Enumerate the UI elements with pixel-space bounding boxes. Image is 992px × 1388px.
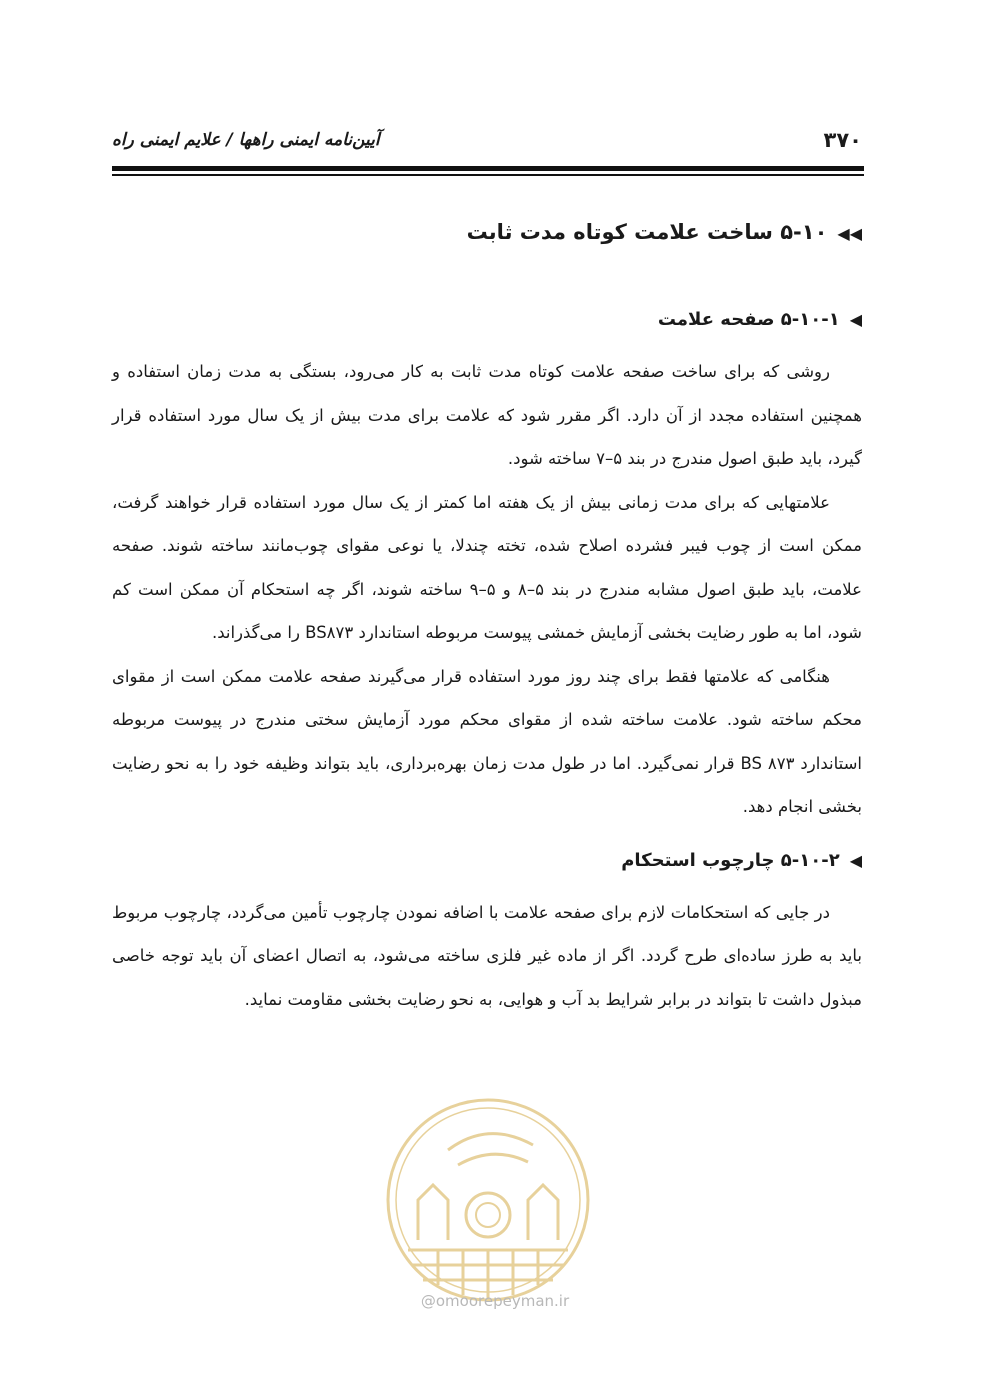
subsection-heading [112, 843, 862, 879]
watermark-url: @omoorepeyman.ir [420, 1292, 570, 1310]
arrow-icon: ◀ [849, 850, 862, 870]
subsection-title: ۵-۱۰-۲ چارچوب استحکام [621, 849, 840, 871]
paragraph: هنگامی که علامتها فقط برای چند روز مورد استفاده قرار می‌گیرند صفحه علامت ممکن است از مقوای محکم ساخته شود. علامت ساخته شده از مقوای محکم مورد آزمایش سختی مندرج در پیوست مربوطه استاندارد BS ۸۷۳ قرار نمی‌گیرد. اما در طول مدت زمان بهره‌برداری، باید بتواند وظیفه خود را به نحو رضایت بخشی انجام دهد. [112, 666, 862, 816]
watermark-logo [378, 1090, 598, 1310]
subsection-heading [112, 302, 862, 338]
subsection-2 [112, 843, 862, 1022]
running-title: آیین‌نامه ایمنی راهها / علایم ایمنی راه [112, 130, 380, 150]
section-title: ۵-۱۰ ساخت علامت کوتاه مدت ثابت [466, 220, 828, 244]
paragraph: در جایی که استحکامات لازم برای صفحه علامت با اضافه نمودن چارچوب تأمین می‌گردد، چارچوب مربوط باید به طرز ساده‌ای طرح گردد. اگر از ماده غیر فلزی ساخته می‌شود، به اتصال اعضای آن باید توجه خاصی مبذول داشت تا بتواند در برابر شرایط بد آب و هوایی، به نحو رضایت بخشی مقاومت نماید. [112, 902, 862, 1009]
double-arrow-icon: ◀◀ [837, 224, 862, 243]
page-header [112, 128, 862, 158]
header-rule-thin [112, 174, 864, 176]
page-content [112, 212, 862, 1021]
header-rule-thick [112, 166, 864, 171]
section-heading [112, 212, 862, 254]
page-number: ۳۷۰ [823, 128, 862, 152]
paragraph: علامتهایی که برای مدت زمانی بیش از یک هفته اما کمتر از یک سال مورد استفاده قرار خواهند گرفت، ممکن است از چوب فیبر فشرده اصلاح شده، تخته چندلا، یا نوعی مقوای چوب‌مانند ساخته شوند. صفحه علامت، باید طبق اصول مشابه مندرج در بند ۵–۸ و ۵–۹ ساخته شوند، اگر چه استحکام آن ممکن است کم شود، اما به طور رضایت بخشی آزمایش خمشی پیوست مربوطه استاندارد BS۸۷۳ را می‌گذراند. [112, 492, 862, 642]
subsection-title: ۵-۱۰-۱ صفحه علامت [657, 309, 840, 330]
arrow-icon: ◀ [849, 310, 862, 329]
subsection-1 [112, 302, 862, 829]
paragraph: روشی که برای ساخت صفحه علامت کوتاه مدت ثابت به کار می‌رود، بستگی به مدت زمان استفاده و همچنین استفاده مجدد از آن دارد. اگر مقرر شود که علامت برای مدت بیش از یک سال مورد استفاده قرار گیرد، باید طبق اصول مندرج در بند ۵–۷ ساخته شود. [112, 362, 862, 468]
